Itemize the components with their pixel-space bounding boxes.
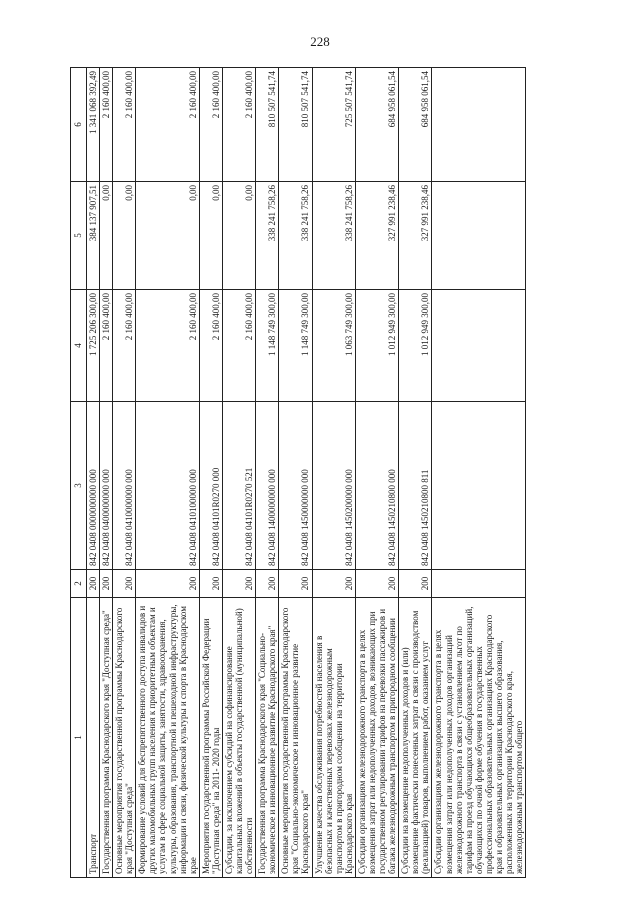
table-row: [222, 68, 255, 878]
row-approved-amount-cell: 2 160 400,00: [136, 290, 199, 402]
row-approved-amount-cell: 2 160 400,00: [222, 290, 255, 402]
row-executed-amount-cell: 0,00: [113, 182, 136, 290]
table-row: [136, 68, 199, 878]
row-name-cell: Основные мероприятия государственной программы Краснодарского края "Доступная среда": [113, 598, 136, 878]
row-name-cell: Субсидии организациям железнодорожного транспорта в целях возмещения затрат или недополученных доходов организаций железнодорожного транспорта в связи с установлением льгот по тарифам на проезд обучающихся общеобразовательных организаций, обучающихся по очной форме обучения в государственных профессиональных образовательных организациях Краснодарского края и образовательных организациях высшего образования, расположенных на территории Краснодарского края, железнодорожным транспортом общего: [432, 598, 526, 878]
row-executed-amount-cell: 0,00: [100, 182, 113, 290]
table-row: [113, 68, 136, 878]
row-budget-code-cell: 842 0408 0000000000 000: [87, 402, 100, 570]
row-approved-amount-cell: 1 063 749 300,00: [312, 290, 355, 402]
row-line-code-cell: 200: [136, 570, 199, 598]
table-row: [256, 68, 279, 878]
header-cell-3: 3: [71, 402, 87, 570]
table-row: [87, 68, 100, 878]
table-header-row: [71, 68, 87, 878]
row-remaining-amount-cell: 2 160 400,00: [222, 68, 255, 182]
row-budget-code-cell: 842 0408 04101R0270 521: [222, 402, 255, 570]
row-budget-code-cell: 842 0408 1450210800 000: [355, 402, 398, 570]
row-budget-code-cell: 842 0408 1450000000 000: [279, 402, 312, 570]
row-approved-amount-cell: 2 160 400,00: [113, 290, 136, 402]
row-executed-amount-cell: 338 241 758,26: [279, 182, 312, 290]
row-name-cell: Субсидии, за исключением субсидий на софинансирование капитальных вложений в объекты государственной (муниципальной) собственности: [222, 598, 255, 878]
row-executed-amount-cell: 0,00: [199, 182, 222, 290]
table-row: [312, 68, 355, 878]
row-approved-amount-cell: 1 012 949 300,00: [355, 290, 398, 402]
row-remaining-amount-cell: 2 160 400,00: [199, 68, 222, 182]
row-line-code-cell: 200: [100, 570, 113, 598]
row-remaining-amount-cell: 2 160 400,00: [136, 68, 199, 182]
row-executed-amount-cell: 384 137 907,51: [87, 182, 100, 290]
row-executed-amount-cell: 338 241 758,26: [256, 182, 279, 290]
row-name-cell: Транспорт: [87, 598, 100, 878]
row-line-code-cell: 200: [312, 570, 355, 598]
header-cell-4: 4: [71, 290, 87, 402]
page-number: 228: [310, 34, 330, 49]
row-line-code-cell: 200: [279, 570, 312, 598]
row-remaining-amount-cell: 2 160 400,00: [100, 68, 113, 182]
row-remaining-amount-cell: 810 507 541,74: [279, 68, 312, 182]
row-budget-code-cell: 842 0408 0410000000 000: [113, 402, 136, 570]
row-line-code-cell: [432, 570, 526, 598]
row-line-code-cell: 200: [199, 570, 222, 598]
row-name-cell: Государственная программа Краснодарского края "Социально-экономическое и инновационное развитие Краснодарского края": [256, 598, 279, 878]
row-line-code-cell: 200: [113, 570, 136, 598]
row-approved-amount-cell: 1 725 206 300,00: [87, 290, 100, 402]
row-name-cell: Государственная программа Краснодарского края "Доступная среда": [100, 598, 113, 878]
row-approved-amount-cell: 2 160 400,00: [199, 290, 222, 402]
row-name-cell: Мероприятия государственной программы Российской Федерации "Доступная среда" на 2011- 2020 годы: [199, 598, 222, 878]
row-line-code-cell: 200: [87, 570, 100, 598]
row-executed-amount-cell: [432, 182, 526, 290]
row-budget-code-cell: [432, 402, 526, 570]
table-row: [355, 68, 398, 878]
row-approved-amount-cell: [432, 290, 526, 402]
row-line-code-cell: 200: [399, 570, 432, 598]
row-executed-amount-cell: 338 241 758,26: [312, 182, 355, 290]
row-line-code-cell: 200: [355, 570, 398, 598]
row-name-cell: Основные мероприятия государственной программы Краснодарского края "Социально-экономическое и инновационное развитие Краснодарского края": [279, 598, 312, 878]
row-line-code-cell: 200: [222, 570, 255, 598]
row-approved-amount-cell: 1 148 749 300,00: [256, 290, 279, 402]
row-budget-code-cell: 842 0408 1450200000 000: [312, 402, 355, 570]
row-budget-code-cell: 842 0408 04101R0270 000: [199, 402, 222, 570]
row-budget-code-cell: 842 0408 1450210800 811: [399, 402, 432, 570]
row-executed-amount-cell: 327 991 238,46: [355, 182, 398, 290]
row-approved-amount-cell: 1 012 949 300,00: [399, 290, 432, 402]
row-executed-amount-cell: 327 991 238,46: [399, 182, 432, 290]
row-remaining-amount-cell: 684 958 061,54: [399, 68, 432, 182]
header-cell-2: 2: [71, 570, 87, 598]
header-cell-1: 1: [71, 598, 87, 878]
row-approved-amount-cell: 2 160 400,00: [100, 290, 113, 402]
row-remaining-amount-cell: 684 958 061,54: [355, 68, 398, 182]
row-name-cell: Улучшение качества обслуживания потребностей населения в безопасных и качественных перевозках железнодорожным транспортом в пригородном сообщении на территории Краснодарского края: [312, 598, 355, 878]
header-cell-6: 6: [71, 68, 87, 182]
row-approved-amount-cell: 1 148 749 300,00: [279, 290, 312, 402]
row-budget-code-cell: 842 0408 0410100000 000: [136, 402, 199, 570]
row-name-cell: Субсидии на возмещение недополученных доходов и (или) возмещение фактически понесенных затрат в связи с производством (реализацией) товаров, выполнением работ, оказанием услуг: [399, 598, 432, 878]
header-cell-5: 5: [71, 182, 87, 290]
table-row: [432, 68, 526, 878]
row-name-cell: Субсидии организациям железнодорожного транспорта в целях возмещения затрат или недополученных доходов, возникающих при государственном регулировании тарифов на перевозки пассажиров и багажа железнодорожным транспортом в пригородном сообщении: [355, 598, 398, 878]
row-remaining-amount-cell: 1 341 068 392,49: [87, 68, 100, 182]
budget-table: [70, 67, 526, 878]
table-row: [279, 68, 312, 878]
row-budget-code-cell: 842 0408 1400000000 000: [256, 402, 279, 570]
table-body: [87, 68, 526, 878]
row-line-code-cell: 200: [256, 570, 279, 598]
row-remaining-amount-cell: 2 160 400,00: [113, 68, 136, 182]
row-executed-amount-cell: 0,00: [136, 182, 199, 290]
row-executed-amount-cell: 0,00: [222, 182, 255, 290]
row-name-cell: Формирование условий для беспрепятственного доступа инвалидов и других маломобильных групп населения к приоритетным объектам и услугам в сфере социальной защиты, занятости, здравоохранения, культуры, образования, транспортной и пешеходной инфраструктуры, информации и связи, физической культуры и спорта в Краснодарском крае: [136, 598, 199, 878]
row-remaining-amount-cell: 810 507 541,74: [256, 68, 279, 182]
row-budget-code-cell: 842 0408 0400000000 000: [100, 402, 113, 570]
table-row: [100, 68, 113, 878]
row-remaining-amount-cell: [432, 68, 526, 182]
row-remaining-amount-cell: 725 507 541,74: [312, 68, 355, 182]
rotated-table-container: [70, 68, 570, 878]
table-row: [399, 68, 432, 878]
table-row: [199, 68, 222, 878]
